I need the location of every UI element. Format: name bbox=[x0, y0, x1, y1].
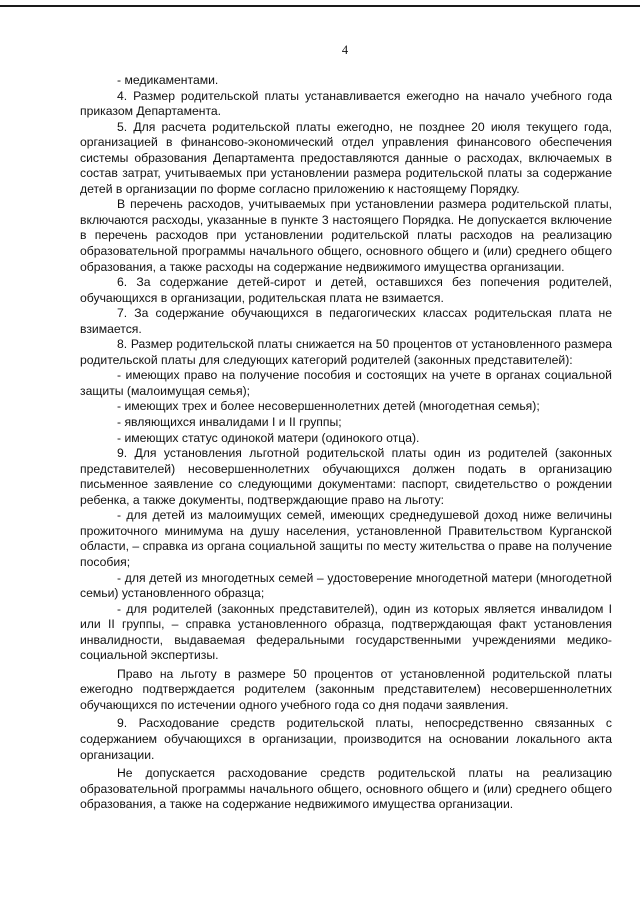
paragraph-medicaments: - медикаментами. bbox=[117, 73, 219, 87]
list-item-disabled-docs: - для родителей (законных представителей), один из которых является инвалидом I или II группы, – справка установленного образца, подтверждающая факт установления инвалидности, выдаваемая федеральными государственными учреждениями медико-социальной экспертизы. bbox=[80, 601, 612, 663]
top-border-line bbox=[0, 5, 640, 7]
paragraph-8: 8. Размер родительской платы снижается на 50 процентов от установленного размера родительской платы для следующих категорий родителей (законных представителей): bbox=[80, 337, 612, 367]
paragraph-benefit-confirmation: Право на льготу в размере 50 процентов от установленной родительской платы ежегодно подтверждается родителем (законным представителем) несовершеннолетних обучающихся по истечении одного учебного года со дня подачи заявления. bbox=[80, 666, 612, 712]
paragraph-9-benefit: 9. Для установления льготной родительской платы один из родителей (законных представителей) несовершеннолетних обучающихся должен подать в организацию письменное заявление со следующими документами: паспорт, свидетельство о рождении ребенка, а также документы, подтверждающие право на льготу: bbox=[80, 446, 612, 507]
list-item-low-income: - имеющих право на получение пособия и состоящих на учете в органах социальной защиты (малоимущая семья); bbox=[80, 368, 612, 398]
paragraph-6: 6. За содержание детей-сирот и детей, оставшихся без попечения родителей, обучающихся в организации, родительская плата не взимается. bbox=[80, 275, 612, 305]
paragraph-9-spending: 9. Расходование средств родительской платы, непосредственно связанных с содержанием обучающихся в организации, производится на основании локального акта организации. bbox=[80, 716, 612, 762]
list-item-disabled: - являющихся инвалидами I и II группы; bbox=[117, 415, 342, 430]
paragraph-7: 7. За содержание обучающихся в педагогических классах родительская плата не взимается. bbox=[80, 306, 612, 336]
paragraph-4: 4. Размер родительской платы устанавливается ежегодно на начало учебного года приказом Департамента. bbox=[80, 88, 612, 119]
list-item-large-family: - имеющих трех и более несовершеннолетних детей (многодетная семья); bbox=[117, 399, 540, 414]
page-number: 4 bbox=[341, 43, 349, 57]
list-item-low-income-docs: - для детей из малоимущих семей, имеющих среднедушевой доход ниже величины прожиточного минимума на душу населения, установленной Правительством Курганской области, – справка из органа социальной защиты по месту жительства о праве на получение пособия; bbox=[80, 508, 612, 569]
list-item-large-family-docs: - для детей из многодетных семей – удостоверение многодетной матери (многодетной семьи) установленного образца; bbox=[80, 570, 612, 601]
paragraph-expense-list: В перечень расходов, учитываемых при установлении размера родительской платы, включаются расходы, указанные в пункте 3 настоящего Порядка. Не допускается включение в перечень расходов при установлении родительской платы расходов на реализацию образовательной программы начального общего, основного общего и (или) среднего общего образования, а также расходы на содержание недвижимого имущества организации. bbox=[80, 197, 612, 274]
document-body bbox=[80, 73, 612, 813]
paragraph-5: 5. Для расчета родительской платы ежегодно, не позднее 20 июля текущего года, организацией в финансово-экономический отдел управления финансового обеспечения системы образования Департамента предоставляются данные о расходах, включаемых в состав затрат, учитываемых при установлении размера родительской платы за содержание детей в организации по форме согласно приложению к настоящему Порядку. bbox=[80, 119, 612, 196]
list-item-single-parent: - имеющих статус одинокой матери (одинокого отца). bbox=[117, 430, 420, 445]
paragraph-spending-restriction: Не допускается расходование средств родительской платы на реализацию образовательной программы начального общего, основного общего и (или) среднего общего образования, а также на содержание недвижимого имущества организации. bbox=[80, 766, 612, 812]
